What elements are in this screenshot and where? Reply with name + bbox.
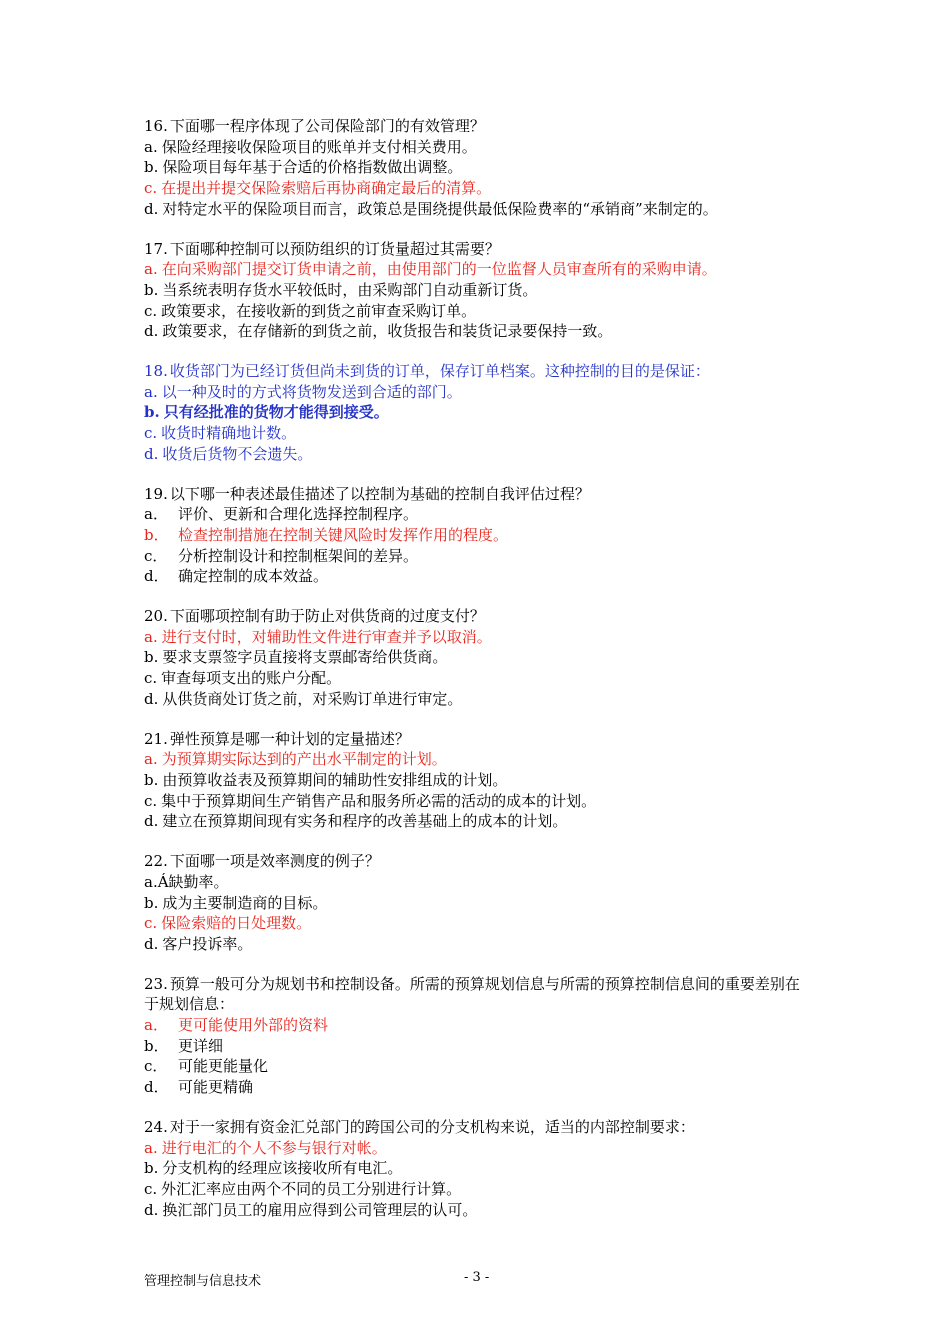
answer-option <box>144 791 814 812</box>
question-number: 21. <box>144 729 168 748</box>
option-text: 分支机构的经理应该接收所有电汇。 <box>162 1159 403 1178</box>
option-label: c. <box>144 669 158 688</box>
answer-option <box>144 1015 814 1036</box>
answer-option <box>144 1179 814 1200</box>
option-label: d. <box>144 444 159 463</box>
question-block <box>144 116 814 220</box>
option-label: a. <box>144 750 158 769</box>
option-text: 可能更能量化 <box>178 1057 269 1076</box>
option-text: 为预算期实际达到的产出水平制定的计划。 <box>161 750 447 769</box>
answer-option <box>144 301 814 322</box>
answer-option <box>144 259 814 280</box>
option-label: b. <box>144 403 160 422</box>
answer-option <box>144 546 814 567</box>
footer-page-number: - 3 - <box>464 1270 490 1285</box>
answer-option <box>144 872 814 893</box>
option-label: b. <box>144 770 159 789</box>
option-label: b． <box>144 525 169 544</box>
question-text: 以下哪一种表述最佳描述了以控制为基础的控制自我评估过程？ <box>169 484 590 503</box>
option-label: c. <box>144 1179 158 1198</box>
option-label: d. <box>144 689 159 708</box>
question-block <box>144 606 814 710</box>
answer-option <box>144 525 814 546</box>
answer-option <box>144 770 814 791</box>
option-label: c． <box>144 546 168 565</box>
option-label: d. <box>144 812 159 831</box>
option-text: 以一种及时的方式将货物发送到合适的部门。 <box>161 382 462 401</box>
answer-option <box>144 444 814 465</box>
option-label: d. <box>144 934 159 953</box>
option-label: b. <box>144 1159 159 1178</box>
answer-option <box>144 504 814 525</box>
option-label: a. <box>144 1138 158 1157</box>
answer-option <box>144 811 814 832</box>
question-number: 19. <box>144 484 168 503</box>
option-text: 换汇部门员工的雇用应得到公司管理层的认可。 <box>162 1200 478 1219</box>
question-stem <box>144 484 814 505</box>
answer-option <box>144 137 814 158</box>
option-text: 收货后货物不会遗失。 <box>162 444 313 463</box>
option-text: 更可能使用外部的资料 <box>178 1016 329 1035</box>
footer-title: 管理控制与信息技术 <box>144 1274 262 1289</box>
question-number: 18. <box>144 362 168 381</box>
answer-option <box>144 647 814 668</box>
option-text: 可能更精确 <box>178 1078 254 1097</box>
option-text: 从供货商处订货之前，对采购订单进行审定。 <box>162 689 463 708</box>
option-label: b. <box>144 280 159 299</box>
question-stem <box>144 606 814 627</box>
option-text: 保险经理接收保险项目的账单并支付相关费用。 <box>161 137 477 156</box>
question-block <box>144 729 814 833</box>
question-number: 22. <box>144 852 168 871</box>
answer-option <box>144 668 814 689</box>
question-block <box>144 851 814 955</box>
option-text: 进行电汇的个人不参与银行对帐。 <box>161 1138 387 1157</box>
option-text: 在提出并提交保险索赔后再协商确定最后的清算。 <box>161 179 492 198</box>
question-text: 下面哪种控制可以预防组织的订货量超过其需要？ <box>169 239 500 258</box>
answer-option <box>144 893 814 914</box>
answer-option <box>144 1056 814 1077</box>
option-label: d. <box>144 322 159 341</box>
question-text: 下面哪一项是效率测度的例子？ <box>169 852 380 871</box>
question-number: 23. <box>144 974 168 993</box>
question-stem <box>144 729 814 750</box>
option-label: a． <box>144 505 168 524</box>
option-text: 审查每项支出的账户分配。 <box>161 669 342 688</box>
answer-option <box>144 749 814 770</box>
option-label: c. <box>144 424 158 443</box>
option-label: c. <box>144 914 158 933</box>
option-text: 外汇汇率应由两个不同的员工分别进行计算。 <box>161 1179 462 1198</box>
option-text: 当系统表明存货水平较低时，由采购部门自动重新订货。 <box>162 280 538 299</box>
question-text: 弹性预算是哪一种计划的定量描述？ <box>169 729 410 748</box>
option-text: 只有经批准的货物才能得到接受。 <box>163 403 389 422</box>
answer-option <box>144 321 814 342</box>
question-block <box>144 239 814 343</box>
answer-option <box>144 1138 814 1159</box>
option-label: a. <box>144 627 158 646</box>
question-block <box>144 1117 814 1221</box>
option-label: d. <box>144 199 159 218</box>
question-stem <box>144 239 814 260</box>
answer-option <box>144 402 814 423</box>
question-stem <box>144 361 814 382</box>
option-label: c. <box>144 791 158 810</box>
question-text: 收货部门为已经订货但尚未到货的订单，保存订单档案。这种控制的目的是保证： <box>169 362 710 381</box>
option-label: b． <box>144 1036 169 1055</box>
option-label: c. <box>144 301 158 320</box>
option-text: 确定控制的成本效益。 <box>178 567 329 586</box>
question-number: 20. <box>144 607 168 626</box>
option-label: a. <box>144 260 158 279</box>
option-label: a.Á <box>144 872 169 891</box>
answer-option <box>144 157 814 178</box>
option-label: b. <box>144 893 159 912</box>
option-text: 由预算收益表及预算期间的辅助性安排组成的计划。 <box>162 770 508 789</box>
question-block <box>144 361 814 465</box>
option-label: b. <box>144 158 159 177</box>
answer-option <box>144 423 814 444</box>
answer-option <box>144 280 814 301</box>
question-block <box>144 484 814 588</box>
option-text: 客户投诉率。 <box>162 934 253 953</box>
option-label: c. <box>144 179 158 198</box>
question-text: 预算一般可分为规划书和控制设备。所需的预算规划信息与所需的预算控制信息间的重要差别在于规划信息： <box>144 974 800 1014</box>
option-text: 成为主要制造商的目标。 <box>162 893 328 912</box>
answer-option <box>144 1077 814 1098</box>
question-block <box>144 974 814 1098</box>
option-label: d． <box>144 1078 169 1097</box>
option-text: 进行支付时，对辅助性文件进行审查并予以取消。 <box>161 627 492 646</box>
answer-option <box>144 689 814 710</box>
option-label: a. <box>144 382 158 401</box>
option-text: 检查控制措施在控制关键风险时发挥作用的程度。 <box>178 525 509 544</box>
answer-option <box>144 934 814 955</box>
option-text: 政策要求，在接收新的到货之前审查采购订单。 <box>161 301 477 320</box>
question-stem <box>144 116 814 137</box>
option-label: a. <box>144 137 158 156</box>
option-text: 缺勤率。 <box>168 872 229 891</box>
option-text: 对特定水平的保险项目而言，政策总是围绕提供最低保险费率的“承销商”来制定的。 <box>162 199 718 218</box>
option-label: b. <box>144 648 159 667</box>
option-label: d． <box>144 567 169 586</box>
answer-option <box>144 1036 814 1057</box>
option-text: 评价、更新和合理化选择控制程序。 <box>178 505 419 524</box>
option-label: a． <box>144 1016 168 1035</box>
question-number: 17. <box>144 239 168 258</box>
question-text: 对于一家拥有资金汇兑部门的跨国公司的分支机构来说，适当的内部控制要求： <box>169 1117 695 1136</box>
question-stem <box>144 974 814 1015</box>
option-label: c． <box>144 1057 168 1076</box>
option-text: 要求支票签字员直接将支票邮寄给供货商。 <box>162 648 448 667</box>
option-text: 建立在预算期间现有实务和程序的改善基础上的成本的计划。 <box>162 812 568 831</box>
question-text: 下面哪一程序体现了公司保险部门的有效管理？ <box>169 117 485 135</box>
option-text: 集中于预算期间生产销售产品和服务所必需的活动的成本的计划。 <box>161 791 597 810</box>
answer-option <box>144 178 814 199</box>
question-number: 24. <box>144 1117 168 1136</box>
answer-option <box>144 1200 814 1221</box>
answer-option <box>144 913 814 934</box>
answer-option <box>144 566 814 587</box>
option-text: 更详细 <box>178 1036 224 1055</box>
question-stem <box>144 1117 814 1138</box>
question-text: 下面哪项控制有助于防止对供货商的过度支付？ <box>169 607 485 626</box>
answer-option <box>144 382 814 403</box>
option-text: 保险索赔的日处理数。 <box>161 914 312 933</box>
option-text: 分析控制设计和控制框架间的差异。 <box>178 546 419 565</box>
question-stem <box>144 851 814 872</box>
option-text: 在向采购部门提交订货申请之前，由使用部门的一位监督人员审查所有的采购申请。 <box>161 260 717 279</box>
option-text: 保险项目每年基于合适的价格指数做出调整。 <box>162 158 463 177</box>
question-list <box>144 116 814 1239</box>
option-text: 收货时精确地计数。 <box>161 424 297 443</box>
answer-option <box>144 1158 814 1179</box>
answer-option <box>144 199 814 220</box>
option-text: 政策要求，在存储新的到货之前，收货报告和装货记录要保持一致。 <box>162 322 613 341</box>
question-number: 16. <box>144 117 168 135</box>
answer-option <box>144 627 814 648</box>
option-label: d. <box>144 1200 159 1219</box>
